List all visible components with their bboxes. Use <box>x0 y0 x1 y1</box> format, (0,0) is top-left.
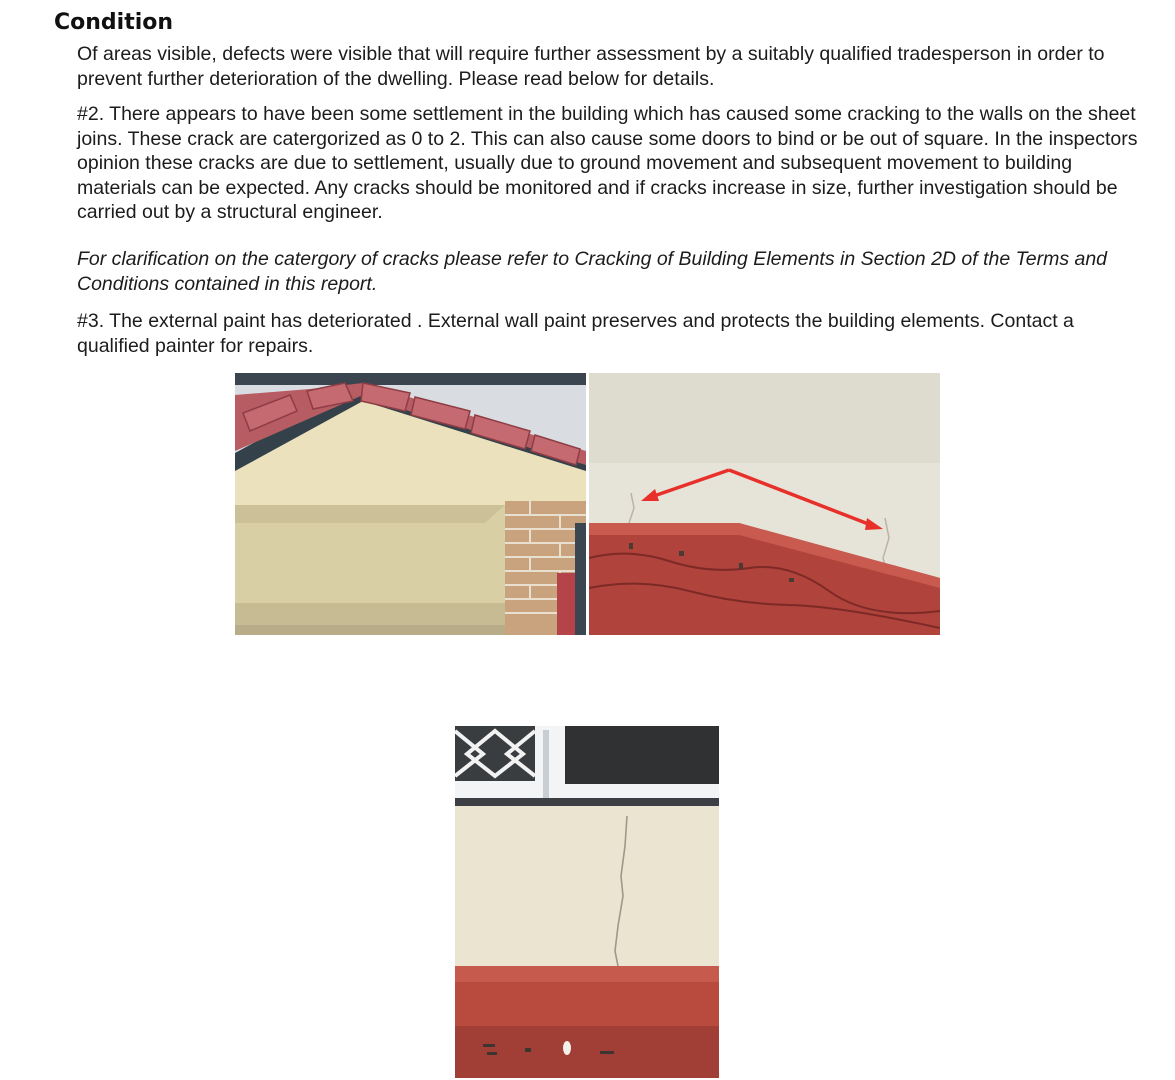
photo-gable-roof <box>235 373 586 635</box>
paragraph-item-2: #2. There appears to have been some settlement in the building which has caused some cracking to the walls on the sheet joins. These crack are catergorized as 0 to 2. This can also cause some doors to bind or be out of square. In the inspectors opinion these cracks are due to settlement, usually due to ground movement and subsequent movement to building materials can be expected. Any cracks should be monitored and if cracks increase in size, further investigation should be carried out by a structural engineer. <box>77 103 1138 223</box>
section-heading: Condition <box>54 10 174 35</box>
photo-wall-crack <box>455 726 719 1078</box>
photo-crack-annotated <box>589 373 940 635</box>
paragraph-intro: Of areas visible, defects were visible that will require further assessment by a suitably qualified tradesperson in order to prevent further deterioration of the dwelling. Please read below for details. <box>77 43 1105 90</box>
paragraph-item-3: #3. The external paint has deteriorated . External wall paint preserves and protects the building elements. Contact a qualified painter for repairs. <box>77 310 1074 357</box>
paragraph-clarification: For clarification on the catergory of cracks please refer to Cracking of Building Elements in Section 2D of the Terms and Conditions contained in this report. <box>77 248 1108 295</box>
